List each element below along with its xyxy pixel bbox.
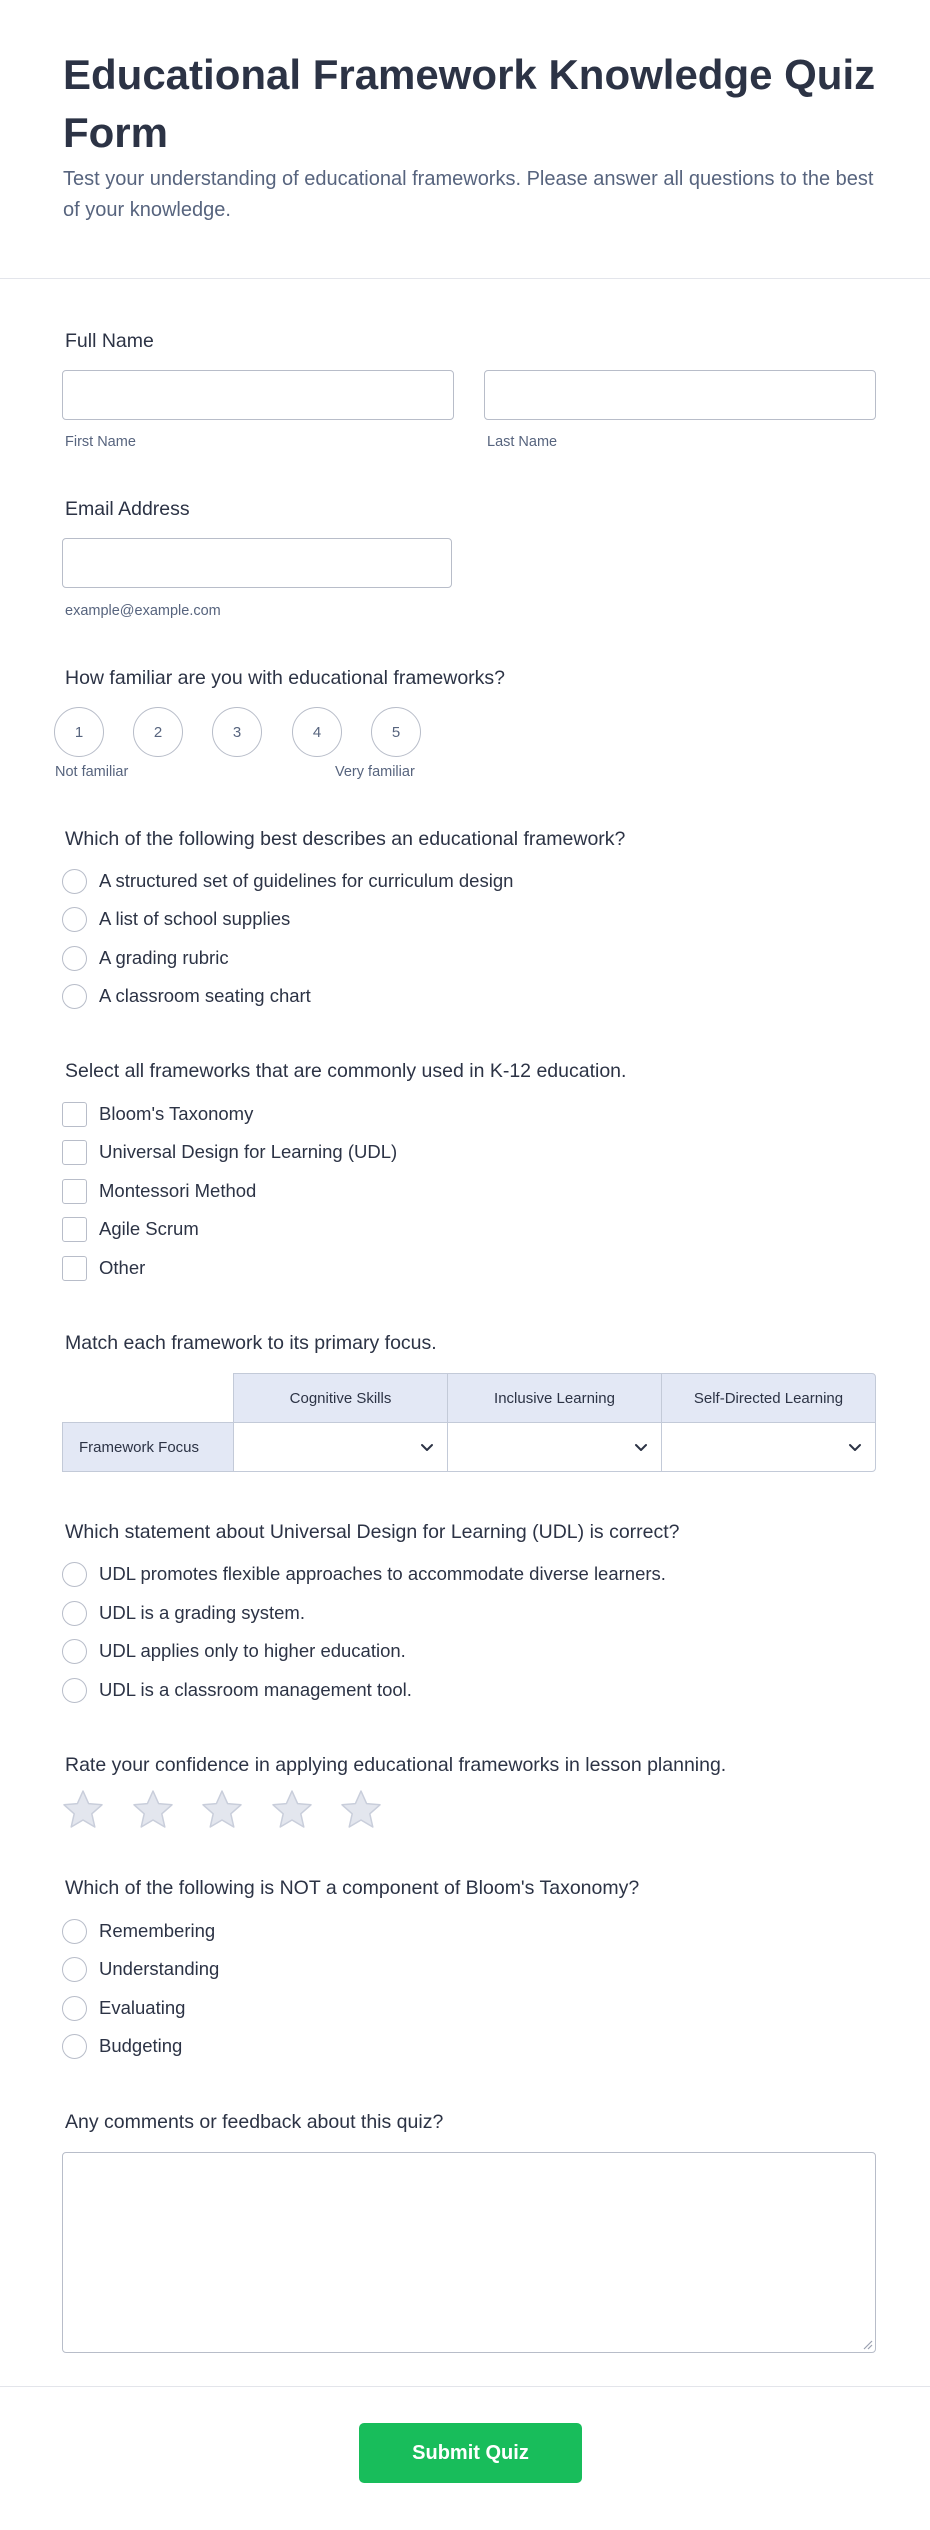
matrix-column-header: Self-Directed Learning bbox=[661, 1373, 876, 1423]
scale-min-label: Not familiar bbox=[55, 764, 129, 780]
star-icon[interactable] bbox=[61, 1788, 105, 1832]
chevron-down-icon bbox=[631, 1437, 651, 1457]
radio-option-label: UDL is a grading system. bbox=[99, 1602, 305, 1623]
first-name-sublabel: First Name bbox=[65, 434, 136, 450]
radio-option[interactable] bbox=[62, 1995, 185, 2021]
radio-button[interactable] bbox=[62, 946, 87, 971]
matrix-row-header: Framework Focus bbox=[62, 1422, 234, 1472]
star-icon[interactable] bbox=[270, 1788, 314, 1832]
checkbox-option[interactable] bbox=[62, 1139, 397, 1165]
full-name-label: Full Name bbox=[65, 330, 154, 352]
radio-button[interactable] bbox=[62, 869, 87, 894]
checkbox-option[interactable] bbox=[62, 1101, 253, 1127]
last-name-sublabel: Last Name bbox=[487, 434, 558, 450]
last-name-input[interactable] bbox=[484, 370, 876, 420]
radio-option-label: UDL promotes flexible approaches to accommodate diverse learners. bbox=[99, 1563, 666, 1584]
checkbox-option-label: Bloom's Taxonomy bbox=[99, 1103, 254, 1124]
form-title: Educational Framework Knowledge Quiz Form bbox=[63, 51, 876, 156]
checkbox-option[interactable] bbox=[62, 1216, 199, 1242]
scale-option-1[interactable]: 1 bbox=[54, 707, 104, 757]
scale-option-3[interactable]: 3 bbox=[212, 707, 262, 757]
form-header bbox=[0, 0, 930, 279]
checkbox[interactable] bbox=[62, 1256, 87, 1281]
radio-button[interactable] bbox=[62, 2034, 87, 2059]
radio-button[interactable] bbox=[62, 1957, 87, 1982]
checkbox-option-label: Agile Scrum bbox=[99, 1218, 199, 1239]
radio-option-label: A grading rubric bbox=[99, 947, 229, 968]
rating-label: Rate your confidence in applying educational frameworks in lesson planning. bbox=[65, 1754, 727, 1776]
checkbox[interactable] bbox=[62, 1217, 87, 1242]
radio-option[interactable] bbox=[62, 868, 513, 894]
comments-textarea[interactable] bbox=[62, 2152, 876, 2353]
question-udl-label: Which statement about Universal Design for Learning (UDL) is correct? bbox=[65, 1521, 680, 1543]
first-name-input[interactable] bbox=[62, 370, 454, 420]
radio-button[interactable] bbox=[62, 1678, 87, 1703]
email-sublabel: example@example.com bbox=[65, 603, 221, 619]
question-definition-label: Which of the following best describes an educational framework? bbox=[65, 828, 626, 850]
matrix-label: Match each framework to its primary focus. bbox=[65, 1332, 437, 1354]
checkbox-option[interactable] bbox=[62, 1178, 256, 1204]
familiarity-label: How familiar are you with educational frameworks? bbox=[65, 667, 506, 689]
checkbox[interactable] bbox=[62, 1179, 87, 1204]
radio-button[interactable] bbox=[62, 907, 87, 932]
scale-option-4[interactable]: 4 bbox=[292, 707, 342, 757]
checkbox-option[interactable] bbox=[62, 1255, 145, 1281]
footer-divider bbox=[0, 2386, 930, 2387]
radio-option[interactable] bbox=[62, 2033, 182, 2059]
checkbox-option-label: Universal Design for Learning (UDL) bbox=[99, 1141, 398, 1162]
scale-max-label: Very familiar bbox=[335, 764, 415, 780]
form-subtitle: Test your understanding of educational frameworks. Please answer all questions to the best of your knowledge. bbox=[63, 168, 874, 221]
radio-option-label: Budgeting bbox=[99, 2035, 183, 2056]
radio-option-label: Understanding bbox=[99, 1958, 220, 1979]
matrix-select-inclusive-learning[interactable] bbox=[447, 1422, 662, 1472]
matrix-select-self-directed-learning[interactable] bbox=[661, 1422, 876, 1472]
matrix-column-header: Cognitive Skills bbox=[233, 1373, 448, 1423]
radio-button[interactable] bbox=[62, 1919, 87, 1944]
radio-option[interactable] bbox=[62, 906, 290, 932]
question-bloom-label: Which of the following is NOT a component of Bloom's Taxonomy? bbox=[65, 1877, 640, 1899]
star-icon[interactable] bbox=[339, 1788, 383, 1832]
radio-option-label: Remembering bbox=[99, 1920, 216, 1941]
submit-button[interactable]: Submit Quiz bbox=[359, 2423, 582, 2483]
chevron-down-icon bbox=[417, 1437, 437, 1457]
radio-option[interactable] bbox=[62, 1561, 666, 1587]
radio-option-label: Evaluating bbox=[99, 1997, 186, 2018]
radio-option[interactable] bbox=[62, 1918, 215, 1944]
radio-option[interactable] bbox=[62, 1677, 412, 1703]
resize-handle-icon[interactable] bbox=[862, 2339, 873, 2350]
checkbox-option-label: Montessori Method bbox=[99, 1180, 257, 1201]
radio-option[interactable] bbox=[62, 1600, 305, 1626]
checkbox[interactable] bbox=[62, 1140, 87, 1165]
radio-option[interactable] bbox=[62, 1956, 219, 1982]
radio-option-label: A classroom seating chart bbox=[99, 985, 311, 1006]
checkbox-option-label: Other bbox=[99, 1257, 146, 1278]
radio-button[interactable] bbox=[62, 1639, 87, 1664]
scale-option-2[interactable]: 2 bbox=[133, 707, 183, 757]
radio-button[interactable] bbox=[62, 1601, 87, 1626]
comments-label: Any comments or feedback about this quiz? bbox=[65, 2111, 444, 2133]
radio-button[interactable] bbox=[62, 984, 87, 1009]
radio-button[interactable] bbox=[62, 1562, 87, 1587]
question-k12-label: Select all frameworks that are commonly used in K-12 education. bbox=[65, 1060, 627, 1082]
radio-option-label: UDL is a classroom management tool. bbox=[99, 1679, 412, 1700]
radio-option-label: UDL applies only to higher education. bbox=[99, 1640, 406, 1661]
star-icon[interactable] bbox=[200, 1788, 244, 1832]
email-input[interactable] bbox=[62, 538, 452, 588]
scale-option-5[interactable]: 5 bbox=[371, 707, 421, 757]
email-label: Email Address bbox=[65, 498, 190, 520]
matrix-column-header: Inclusive Learning bbox=[447, 1373, 662, 1423]
star-icon[interactable] bbox=[131, 1788, 175, 1832]
matrix-select-cognitive-skills[interactable] bbox=[233, 1422, 448, 1472]
radio-button[interactable] bbox=[62, 1996, 87, 2021]
radio-option[interactable] bbox=[62, 983, 311, 1009]
radio-option-label: A list of school supplies bbox=[99, 908, 291, 929]
radio-option[interactable] bbox=[62, 945, 229, 971]
chevron-down-icon bbox=[845, 1437, 865, 1457]
radio-option-label: A structured set of guidelines for curriculum design bbox=[99, 870, 514, 891]
radio-option[interactable] bbox=[62, 1638, 406, 1664]
checkbox[interactable] bbox=[62, 1102, 87, 1127]
matrix-table bbox=[62, 1373, 876, 1475]
